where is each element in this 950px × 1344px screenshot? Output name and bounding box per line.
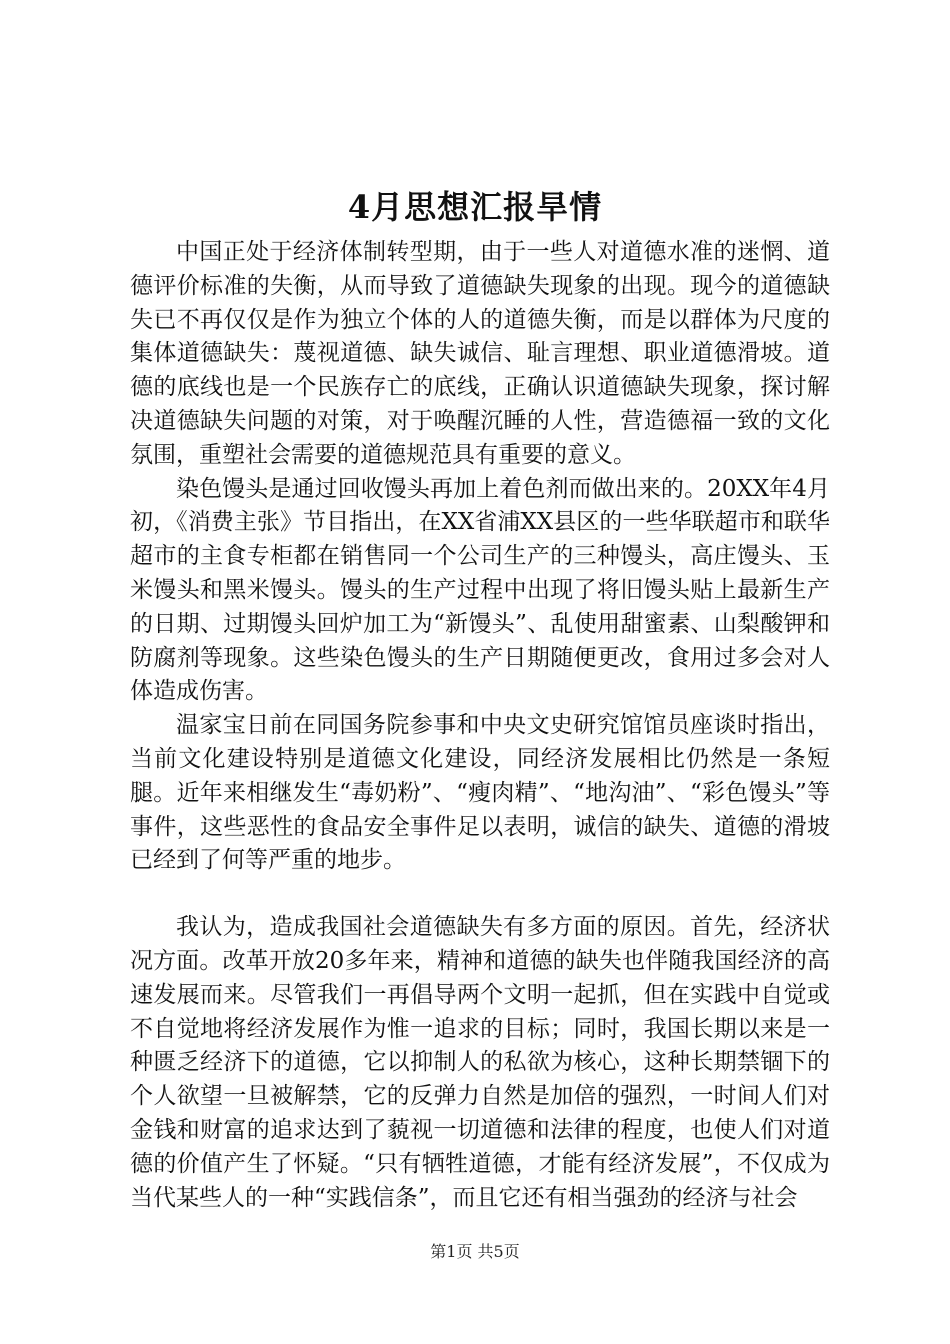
paragraph-dyed-buns: 染色馒头是通过回收馒头再加上着色剂而做出来的。20XX年4月初，《消费主张》节目指出，在XX省浦XX县区的一些华联超市和联华超市的主食专柜都在销售同一个公司生产的三种馒头，高庄馒头、玉米馒头和黑米馒头。馒头的生产过程中出现了将旧馒头贴上最新生产的日期、过期馒头回炉加工为“新馒头”、乱使用甜蜜素、山梨酸钾和防腐剂等现象。这些染色馒头的生产日期随便更改，食用过多会对人体造成伤害。 bbox=[130, 475, 830, 705]
page-footer: 第1页 共5页 bbox=[430, 1242, 520, 1261]
paragraph-causes: 我认为，造成我国社会道德缺失有多方面的原因。首先，经济状况方面。改革开放20多年来，精神和道德的缺失也伴随我国经济的高速发展而来。尽管我们一再倡导两个文明一起抓，但在实践中自觉或不自觉地将经济发展作为惟一追求的目标；同时，我国长期以来是一种匮乏经济下的道德，它以抑制人的私欲为核心，这种长期禁锢下的个人欲望一旦被解禁，它的反弹力自然是加倍的强烈，一时间人们对金钱和财富的追求达到了藐视一切道德和法律的程度，也使人们对道德的价值产生了怀疑。“只有牺牲道德，才能有经济发展”，不仅成为当代某些人的一种“实践信条”，而且它还有相当强劲的经济与社会 bbox=[130, 914, 830, 1211]
paragraph-intro: 中国正处于经济体制转型期，由于一些人对道德水准的迷惘、道德评价标准的失衡，从而导致了道德缺失现象的出现。现今的道德缺失已不再仅仅是作为独立个体的人的道德失衡，而是以群体为尺度的集体道德缺失：蔑视道德、缺失诚信、耻言理想、职业道德滑坡。道德的底线也是一个民族存亡的底线，正确认识道德缺失现象，探讨解决道德缺失问题的对策，对于唤醒沉睡的人性，营造德福一致的文化氛围，重塑社会需要的道德规范具有重要的意义。 bbox=[130, 239, 830, 468]
page-title: 4月思想汇报旱情 bbox=[347, 188, 603, 226]
document-body bbox=[130, 236, 830, 1215]
paragraph-premier-remarks: 温家宝日前在同国务院参事和中央文史研究馆馆员座谈时指出，当前文化建设特别是道德文化建设，同经济发展相比仍然是一条短腿。近年来相继发生“毒奶粉”、“瘦肉精”、“地沟油”、“彩色馒头”等事件，这些恶性的食品安全事件足以表明，诚信的缺失、道德的滑坡已经到了何等严重的地步。 bbox=[130, 712, 830, 874]
